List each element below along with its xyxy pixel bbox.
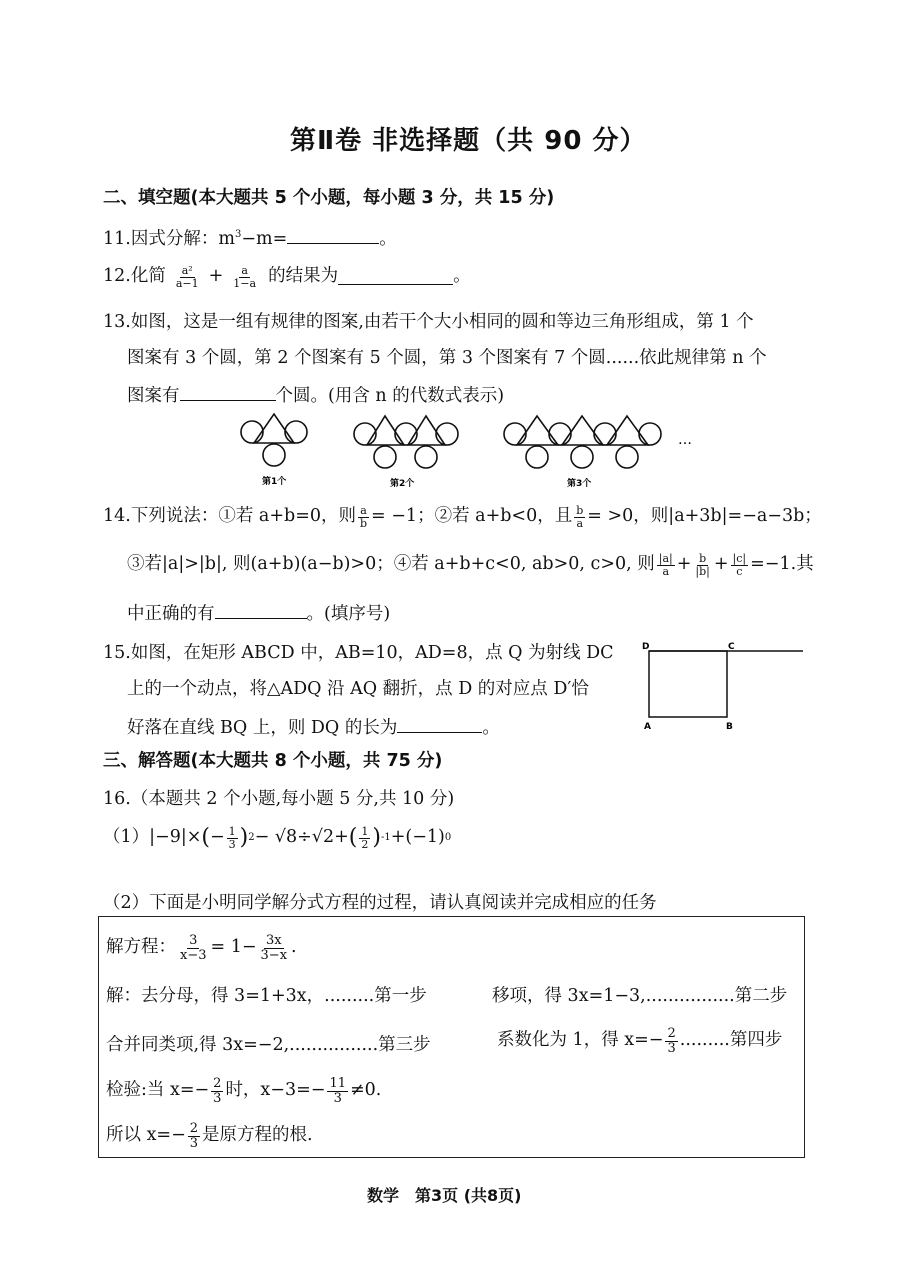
question-11 — [103, 228, 397, 249]
q11-suffix: −m= — [241, 229, 288, 249]
q15-rectangle-figure — [640, 640, 810, 735]
q12-fraction-2 — [231, 265, 258, 289]
pattern-2-label: 第2个 — [390, 479, 415, 489]
q16-part-2: （2）下面是小明同学解分式方程的过程，请认真阅读并完成相应的任务 — [103, 893, 657, 913]
q14-f3-numerator: |a| — [658, 552, 673, 565]
box-check-text-c: ≠0. — [349, 1080, 382, 1101]
box-step-4-numerator: 2 — [667, 1026, 676, 1041]
q12-plus: + — [208, 266, 224, 287]
q14-f3-denominator: a — [662, 564, 670, 578]
q14-f5-denominator: c — [736, 564, 743, 578]
q14-f2-denominator: a — [576, 516, 584, 530]
q12-fraction-1 — [174, 265, 201, 289]
box-check-f1-numerator: 2 — [213, 1076, 222, 1091]
box-check — [106, 1077, 381, 1105]
q16-p1-close-paren-2: ) — [372, 825, 381, 851]
q16-p1-fraction-1-3 — [227, 826, 238, 850]
q14-plus-1: + — [676, 554, 692, 575]
q15-line-1: 15.如图，在矩形 ABCD 中，AB=10，AD=8，点 Q 为射线 DC — [103, 643, 614, 663]
pattern-3 — [504, 416, 661, 468]
box-eq-fraction-1 — [178, 934, 209, 962]
q14-fraction-abs-c — [731, 553, 749, 577]
box-check-text-b: 时，x−3=− — [225, 1080, 326, 1101]
q13-answer-blank[interactable] — [180, 385, 276, 401]
box-eq-end: . — [291, 937, 297, 958]
q14-fraction-b-over-a — [574, 505, 585, 529]
box-conclusion-text-b: 是原方程的根. — [202, 1125, 313, 1146]
q14-plus-2: + — [713, 554, 729, 575]
box-conclusion-text-a: 所以 x=− — [106, 1125, 186, 1146]
q11-prefix: 11.因式分解：m — [103, 229, 235, 249]
box-step-4-denominator: 3 — [667, 1040, 676, 1056]
box-check-text-a: 检验:当 x=− — [106, 1080, 210, 1101]
q12-suffix: 的结果为 — [268, 266, 339, 287]
box-step-4-text-b: .........第四步 — [679, 1030, 783, 1051]
q16-p1-text-a: |−9|× — [149, 827, 202, 848]
q15-line-3 — [127, 717, 500, 738]
q14-fraction-abs-b — [693, 553, 711, 577]
section-heading-fill-in: 二、填空题(本大题共 5 个小题，每小题 3 分，共 15 分) — [103, 188, 555, 208]
box-step-3: 合并同类项,得 3x=−2,................第三步 — [106, 1035, 431, 1055]
q14-l1-text-c: = >0，则|a+3b|=−a−3b； — [587, 506, 822, 527]
q14-line-1 — [103, 505, 822, 529]
pattern-1-label: 第1个 — [262, 477, 287, 487]
q14-l3-suffix: 。(填序号) — [306, 604, 391, 624]
question-12 — [103, 265, 471, 289]
q13-pattern-figure — [230, 410, 700, 490]
q14-l2-text-b: =−1.其 — [750, 554, 814, 575]
q14-f4-denominator: |b| — [695, 564, 710, 578]
q11-end: 。 — [379, 229, 397, 249]
vertex-c-label: C — [728, 642, 735, 652]
box-eq-fraction-2 — [259, 934, 290, 962]
box-eq-label: 解方程： — [106, 937, 176, 958]
pattern-1 — [241, 414, 307, 466]
q16-p1-zero-exponent: 0 — [444, 832, 452, 844]
q16-p1-fraction-1-2 — [359, 826, 370, 850]
box-step-1: 解：去分母，得 3=1+3x，.........第一步 — [106, 986, 427, 1006]
box-eq-f2-denominator: 3−x — [260, 947, 288, 963]
q14-l2-text-a: ③若|a|>|b|, 则(a+b)(a−b)>0；④若 a+b+c<0, ab>0, c>0, 则 — [127, 554, 655, 575]
q14-line-3 — [127, 603, 390, 624]
q14-f1-denominator: b — [360, 516, 368, 530]
q11-exponent: 3 — [234, 229, 242, 241]
pattern-2 — [354, 416, 458, 468]
q16-p1-f1-denominator: 3 — [228, 837, 236, 851]
q16-p1-f1-numerator: 1 — [228, 825, 236, 838]
section-heading-solutions: 三、解答题(本大题共 8 个小题，共 75 分) — [103, 751, 443, 771]
q14-f4-numerator: b — [699, 552, 707, 565]
rectangle-abcd — [649, 651, 727, 717]
box-conclusion-fraction — [188, 1122, 200, 1150]
q14-l1-text-b: = −1；②若 a+b<0，且 — [371, 506, 573, 527]
box-conclusion — [106, 1122, 313, 1150]
q13-line-1: 13.如图，这是一组有规律的图案,由若干个大小相同的圆和等边三角形组成，第 1 个 — [103, 312, 754, 332]
box-step-2: 移项，得 3x=1−3,................第二步 — [492, 986, 788, 1006]
q16-p1-close-paren: ) — [239, 825, 249, 851]
q16-p1-square: 2 — [248, 832, 255, 844]
box-conclusion-numerator: 2 — [189, 1121, 199, 1136]
box-conclusion-denominator: 3 — [189, 1135, 199, 1151]
q13-line-2: 图案有 3 个圆，第 2 个图案有 5 个圆，第 3 个图案有 7 个圆......依此规律第 n 个 — [127, 348, 767, 368]
q16-heading: 16.（本题共 2 个小题,每小题 5 分,共 10 分) — [103, 789, 455, 809]
box-step-4-text-a: 系数化为 1，得 x=− — [497, 1030, 664, 1051]
q11-answer-blank[interactable] — [287, 228, 379, 244]
q16-part-1: （1） |−9|× ( − $\frac{1}{3}$ ) 2 − √8÷√2+ ( $\frac{1}{2}$ ) -1 +(−1) 0 — [103, 825, 452, 851]
q14-f2-numerator: b — [576, 504, 584, 517]
q16-p1-f2-denominator: 2 — [361, 837, 369, 851]
q16-p1-neg-exponent: -1 — [380, 832, 391, 844]
box-check-f2-denominator: 3 — [333, 1090, 342, 1106]
q16-p1-label: （1） — [103, 827, 150, 848]
q15-line-3-prefix: 好落在直线 BQ 上，则 DQ 的长为 — [127, 718, 398, 738]
q14-line-2 — [127, 553, 814, 577]
pattern-3-label: 第3个 — [567, 479, 592, 489]
q13-line-3 — [127, 385, 504, 406]
box-eq-f2-numerator: 3x — [265, 933, 282, 948]
q16-p1-open-paren: ( — [201, 825, 210, 851]
box-check-fraction-1 — [211, 1077, 223, 1105]
box-eq-f1-denominator: x−3 — [180, 947, 207, 963]
q14-fraction-abs-a — [657, 553, 675, 577]
box-check-f1-denominator: 3 — [213, 1090, 222, 1106]
q16-p1-text-b: − √8÷√2+ — [254, 827, 349, 848]
vertex-d-label: D — [642, 642, 650, 652]
q14-f1-numerator: a — [360, 504, 367, 517]
box-step-4-fraction — [665, 1027, 677, 1055]
vertex-a-label: A — [644, 722, 651, 732]
q12-answer-blank[interactable] — [338, 269, 453, 285]
pattern-ellipsis: … — [678, 432, 692, 448]
q16-p1-f2-numerator: 1 — [361, 825, 369, 838]
q12-f2-numerator: a — [241, 264, 248, 277]
q13-line-3-suffix: 个圆。(用含 n 的代数式表示) — [275, 386, 505, 406]
box-eq-middle: = 1− — [210, 937, 257, 958]
page-footer: 数学 第3页 (共8页) — [367, 1186, 522, 1205]
q14-answer-blank[interactable] — [215, 603, 307, 619]
q12-prefix: 12.化简 — [103, 266, 166, 287]
q12-end: 。 — [453, 266, 471, 287]
q15-line-2: 上的一个动点，将△ADQ 沿 AQ 翻折，点 D 的对应点 D′恰 — [127, 679, 589, 699]
q16-p1-open-paren-2: ( — [348, 825, 358, 851]
q14-fraction-a-over-b — [358, 505, 369, 529]
box-equation — [106, 934, 297, 962]
box-step-4 — [497, 1027, 782, 1055]
q14-f5-numerator: |c| — [732, 552, 747, 565]
box-eq-f1-numerator: 3 — [189, 933, 198, 948]
box-check-fraction-2 — [327, 1077, 348, 1105]
q13-line-3-prefix: 图案有 — [127, 386, 180, 406]
q12-f1-numerator: a² — [181, 264, 193, 277]
page-title: 第Ⅱ卷 非选择题（共 90 分） — [290, 126, 647, 156]
q15-line-3-suffix: 。 — [482, 718, 500, 738]
vertex-b-label: B — [726, 722, 733, 732]
q15-answer-blank[interactable] — [397, 717, 482, 733]
q12-f2-denominator: 1−a — [233, 276, 257, 290]
q12-f1-denominator: a−1 — [175, 276, 199, 290]
q14-l1-text-a: 14.下列说法：①若 a+b=0，则 — [103, 506, 356, 527]
q16-p1-text-c: +(−1) — [390, 827, 445, 848]
q14-l3-prefix: 中正确的有 — [127, 604, 215, 624]
box-check-f2-numerator: 11 — [329, 1076, 346, 1091]
